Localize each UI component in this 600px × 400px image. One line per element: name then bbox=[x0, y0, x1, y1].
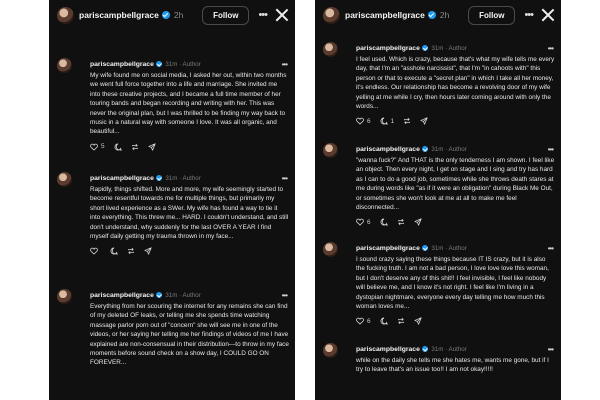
share-button[interactable] bbox=[148, 143, 156, 151]
post-meta: 31m · Author bbox=[431, 345, 467, 353]
post-text: Rapidly, things shifted. More and more, my wife seemingly started to become resentful towards me for multiple things, but primarily my short lived experience as a SWer. My wife has found a way to tie it into everything. This threw me... HARD. I couldn't understand, and still don't understand, why suddenly for the last OVER A YEAR I find myself daily getting my trauma thrown in my face... bbox=[90, 186, 289, 241]
thread-panel-left bbox=[49, 0, 295, 400]
share-icon bbox=[144, 247, 152, 255]
verified-badge-icon bbox=[156, 175, 163, 182]
avatar[interactable] bbox=[323, 343, 338, 358]
avatar[interactable] bbox=[57, 289, 72, 304]
post-actions bbox=[356, 317, 555, 325]
thread-header bbox=[49, 0, 295, 30]
reply-button[interactable] bbox=[110, 247, 118, 255]
avatar[interactable] bbox=[323, 7, 340, 24]
post-username[interactable]: pariscampbellgrace bbox=[356, 145, 420, 153]
repost-button[interactable] bbox=[397, 218, 405, 226]
reply-button[interactable] bbox=[380, 218, 388, 226]
like-count: 5 bbox=[101, 143, 105, 151]
like-button[interactable] bbox=[90, 143, 105, 151]
post-more-icon[interactable]: ••• bbox=[281, 173, 287, 183]
reply-post bbox=[323, 343, 555, 375]
reply-button[interactable] bbox=[114, 143, 122, 151]
post-text: I sound crazy saying these things because IT IS crazy, but it is also the fucking truth. I am not a bad person, I love love love this woman, but I don't deserve any of this shit!! I feel invisible, I feel like nobody will believe me, and I know it's not right. I feel like I'm living in a dystopian nightmare, everyone every day telling me how much this woman loves me... bbox=[356, 256, 549, 311]
heart-icon bbox=[90, 247, 98, 255]
post-actions bbox=[90, 247, 289, 255]
share-icon bbox=[148, 143, 156, 151]
share-button[interactable] bbox=[144, 247, 152, 255]
like-button[interactable] bbox=[356, 317, 371, 325]
reply-post bbox=[57, 172, 289, 255]
repost-icon bbox=[397, 317, 405, 325]
post-text: "wanna fuck?" And THAT is the only tenderness I am shown. I feel like an object. Then every night, I get on stage and I sing and try has hard as I can to do a good job, sometimes while she throws death stares at me during words like "as if it were an obligation" during Black Me Out, or sometimes she won't look at me at all to make me feel disconnected... bbox=[356, 157, 555, 212]
repost-button[interactable] bbox=[127, 247, 135, 255]
repost-icon bbox=[127, 247, 135, 255]
verified-badge-icon bbox=[422, 346, 429, 353]
post-text: while on the daily she tells me she hates me, wants me gone, but if I try to leave that's an issue too!! I am not okay!!!!! bbox=[356, 357, 549, 374]
avatar[interactable] bbox=[57, 58, 72, 73]
post-more-icon[interactable]: ••• bbox=[547, 344, 553, 354]
repost-icon bbox=[397, 218, 405, 226]
post-meta: 31m · Author bbox=[165, 60, 201, 68]
post-more-icon[interactable]: ••• bbox=[547, 144, 553, 154]
like-count: 6 bbox=[367, 218, 371, 226]
heart-icon bbox=[356, 317, 364, 325]
post-meta: 31m · Author bbox=[431, 44, 467, 52]
header-time: 2h bbox=[173, 10, 184, 20]
reply-post bbox=[323, 42, 555, 125]
post-text: I feel used. Which is crazy, because that's what my wife tells me every day, that I'm an "asshole narcissist", that I'm "in cahoots with" this person or that to execute a "secret plan" in which I take all her money, it's endless. Our relationship has become a revolving door of my wife yelling at me while I cry, then hours later coming around with only the words... bbox=[356, 56, 555, 111]
header-time: 2h bbox=[439, 10, 450, 20]
like-button[interactable] bbox=[356, 117, 371, 125]
reply-post bbox=[323, 242, 555, 325]
post-actions bbox=[356, 218, 555, 226]
more-options-icon[interactable]: ••• bbox=[524, 8, 533, 21]
avatar[interactable] bbox=[323, 42, 338, 57]
reply-post bbox=[323, 143, 555, 226]
share-icon bbox=[414, 218, 422, 226]
like-count: 6 bbox=[367, 317, 371, 325]
post-username[interactable]: pariscampbellgrace bbox=[90, 60, 154, 68]
post-actions bbox=[90, 143, 289, 151]
follow-button[interactable]: Follow bbox=[468, 6, 515, 25]
heart-icon bbox=[356, 218, 364, 226]
verified-badge-icon bbox=[428, 11, 436, 19]
share-button[interactable] bbox=[414, 218, 422, 226]
post-meta: 31m · Author bbox=[165, 291, 201, 299]
verified-badge-icon bbox=[156, 292, 163, 299]
close-icon[interactable] bbox=[275, 8, 289, 22]
post-meta: 31m · Author bbox=[431, 244, 467, 252]
verified-badge-icon bbox=[422, 146, 429, 153]
more-options-icon[interactable]: ••• bbox=[258, 8, 267, 21]
thread-header bbox=[315, 0, 561, 30]
comment-icon bbox=[380, 317, 388, 325]
follow-button[interactable]: Follow bbox=[202, 6, 249, 25]
heart-icon bbox=[356, 117, 364, 125]
post-more-icon[interactable]: ••• bbox=[281, 59, 287, 69]
post-username[interactable]: pariscampbellgrace bbox=[90, 174, 154, 182]
verified-badge-icon bbox=[422, 45, 429, 52]
reply-button[interactable] bbox=[380, 117, 395, 125]
comment-icon bbox=[380, 218, 388, 226]
verified-badge-icon bbox=[422, 245, 429, 252]
share-icon bbox=[414, 317, 422, 325]
repost-button[interactable] bbox=[397, 317, 405, 325]
comment-icon bbox=[380, 117, 388, 125]
reply-post bbox=[57, 58, 289, 151]
post-text: Everything from her scouring the internet for any remains she can find of my deleted OF leaks, or telling me she spends time watching massage parlor porn out of "concern" she will see me in one of the videos, or her saying her telling me her findings of videos of me I have explained are non-consensual in their distribution—to throw in my face moments before sound check on a show day, I COULD GO ON FOREVER... bbox=[90, 303, 289, 367]
reply-post bbox=[57, 289, 289, 368]
post-meta: 31m · Author bbox=[165, 174, 201, 182]
post-more-icon[interactable]: ••• bbox=[281, 290, 287, 300]
post-meta: 31m · Author bbox=[431, 145, 467, 153]
avatar[interactable] bbox=[57, 172, 72, 187]
thread-panel-right bbox=[315, 0, 561, 400]
post-username[interactable]: pariscampbellgrace bbox=[356, 244, 420, 252]
verified-badge-icon bbox=[156, 61, 163, 68]
like-count: 6 bbox=[367, 117, 371, 125]
repost-button[interactable] bbox=[131, 143, 139, 151]
post-username[interactable]: pariscampbellgrace bbox=[90, 291, 154, 299]
post-text: My wife found me on social media, I asked her out, within two months we went full force together into a life and marriage. She invited me into these creative projects, and I became a full time member of her touring bands and began recording and writing with her. This was never the original plan, but I was thrilled to be finding my way back to music in a natural way with someone I love. It was all organic, and beautiful... bbox=[90, 72, 287, 136]
share-button[interactable] bbox=[420, 117, 428, 125]
post-username[interactable]: pariscampbellgrace bbox=[356, 44, 420, 52]
share-button[interactable] bbox=[414, 317, 422, 325]
comment-icon bbox=[110, 247, 118, 255]
post-actions bbox=[356, 117, 555, 125]
avatar[interactable] bbox=[57, 7, 74, 24]
close-icon[interactable] bbox=[541, 8, 555, 22]
header-username[interactable]: pariscampbellgrace bbox=[79, 10, 159, 20]
post-username[interactable]: pariscampbellgrace bbox=[356, 345, 420, 353]
avatar[interactable] bbox=[323, 242, 338, 257]
header-username[interactable]: pariscampbellgrace bbox=[345, 10, 425, 20]
repost-icon bbox=[131, 143, 139, 151]
post-more-icon[interactable]: ••• bbox=[547, 243, 553, 253]
heart-icon bbox=[90, 143, 98, 151]
reply-count: 1 bbox=[390, 117, 395, 125]
comment-icon bbox=[114, 143, 122, 151]
avatar[interactable] bbox=[323, 143, 338, 158]
post-more-icon[interactable]: ••• bbox=[547, 43, 553, 53]
like-button[interactable] bbox=[356, 218, 371, 226]
reply-button[interactable] bbox=[380, 317, 388, 325]
repost-button[interactable] bbox=[403, 117, 411, 125]
repost-icon bbox=[403, 117, 411, 125]
share-icon bbox=[420, 117, 428, 125]
verified-badge-icon bbox=[162, 11, 170, 19]
like-button[interactable] bbox=[90, 247, 101, 255]
